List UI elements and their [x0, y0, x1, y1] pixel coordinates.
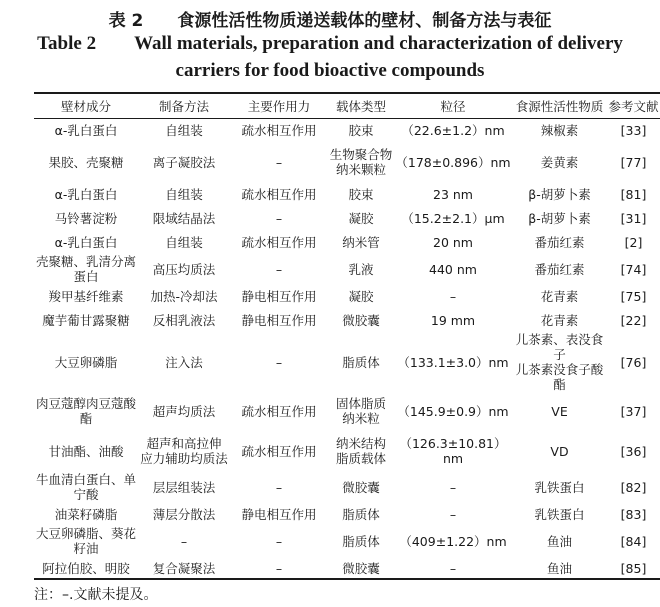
compound-cell: 姜黄素	[540, 154, 579, 170]
size-cell: –	[449, 560, 457, 576]
cell-line: 儿茶素、表没食子	[515, 332, 604, 362]
wall-material-cell: 魔芋葡甘露聚糖	[42, 312, 130, 328]
carrier-type-cell	[328, 430, 394, 472]
cell-line: 生物聚合物	[329, 147, 393, 162]
size-cell: （145.9±0.9）nm	[397, 403, 509, 419]
method-cell: –	[180, 533, 188, 549]
size-cell: （22.6±1.2）nm	[401, 122, 505, 138]
wall-material-cell: 油菜籽磷脂	[54, 506, 118, 522]
cell-line: 纳米颗粒	[335, 162, 386, 177]
force-cell: 疏水相互作用	[241, 403, 317, 419]
header-row	[34, 93, 660, 118]
cell-line: 儿茶素没食子酸酯	[515, 362, 604, 392]
method-cell: 加热-冷却法	[150, 288, 218, 304]
force-cell: –	[275, 154, 283, 170]
reference-cell: [85]	[620, 560, 647, 576]
table-row	[34, 206, 660, 230]
size-cell: 440 nm	[429, 261, 477, 277]
carrier-type-cell: 胶束	[348, 122, 374, 138]
compound-cell: 花青素	[540, 312, 579, 328]
table-row	[34, 502, 660, 526]
wall-material-cell: 马铃薯淀粉	[54, 210, 118, 226]
header-cell: 主要作用力	[247, 98, 311, 114]
method-cell: 复合凝聚法	[152, 560, 216, 576]
carrier-type-cell	[328, 392, 394, 430]
reference-cell: [2]	[624, 234, 643, 250]
reference-cell: [74]	[620, 261, 647, 277]
wall-material-cell: 羧甲基纤维素	[48, 288, 124, 304]
size-cell: （178±0.896）nm	[395, 154, 511, 170]
size-cell: –	[449, 288, 457, 304]
carrier-type-cell: 微胶囊	[342, 479, 380, 495]
reference-cell: [22]	[620, 312, 647, 328]
carrier-type-cell: 脂质体	[342, 506, 380, 522]
reference-cell: [84]	[620, 533, 647, 549]
table-row	[34, 182, 660, 206]
header-cell: 壁材成分	[60, 98, 111, 114]
force-cell: –	[275, 261, 283, 277]
reference-cell: [81]	[620, 186, 647, 202]
carrier-type-cell	[328, 142, 394, 182]
reference-cell: [82]	[620, 479, 647, 495]
reference-cell: [36]	[620, 443, 647, 459]
compound-cell: 花青素	[540, 288, 579, 304]
cell-line: 超声和高拉伸	[146, 436, 222, 451]
reference-cell: [77]	[620, 154, 647, 170]
header-cell: 制备方法	[158, 98, 209, 114]
table-row	[34, 430, 660, 472]
size-cell: 23 nm	[433, 186, 473, 202]
table-note: 注：–.文献未提及。	[34, 587, 158, 603]
size-cell: （15.2±2.1）μm	[401, 210, 505, 226]
carrier-type-cell: 脂质体	[342, 354, 380, 370]
table-title-english-line2: carriers for food bioactive compounds	[175, 60, 485, 81]
force-cell: –	[275, 560, 283, 576]
method-cell: 薄层分散法	[152, 506, 216, 522]
size-cell: –	[449, 506, 457, 522]
method-cell: 层层组装法	[152, 479, 216, 495]
table-row	[34, 230, 660, 254]
size-cell: –	[449, 479, 457, 495]
table-row	[34, 284, 660, 308]
reference-cell: [75]	[620, 288, 647, 304]
force-cell: 疏水相互作用	[241, 186, 317, 202]
carrier-type-cell: 微胶囊	[342, 312, 380, 328]
compound-cell: 番茄红素	[534, 261, 585, 277]
header-cell: 粒径	[440, 98, 466, 114]
compound-cell: 乳铁蛋白	[534, 479, 585, 495]
cell-line: 应力辅助均质法	[140, 451, 228, 466]
compound-cell: 鱼油	[546, 560, 572, 576]
compound-cell: β-胡萝卜素	[528, 210, 591, 226]
cell-line: 纳米结构	[335, 436, 386, 451]
method-cell: 自组装	[165, 234, 203, 250]
compound-cell: VD	[550, 443, 569, 459]
table-row	[34, 254, 660, 284]
reference-cell: [33]	[620, 122, 647, 138]
method-cell: 反相乳液法	[152, 312, 216, 328]
force-cell: 静电相互作用	[241, 506, 317, 522]
force-cell: –	[275, 210, 283, 226]
table-row	[34, 472, 660, 502]
cell-line: 纳米粒	[342, 411, 380, 426]
table-row	[34, 392, 660, 430]
size-cell: （133.1±3.0）nm	[397, 354, 509, 370]
force-cell: 疏水相互作用	[241, 122, 317, 138]
carrier-type-cell: 凝胶	[348, 210, 374, 226]
table-row	[34, 118, 660, 142]
reference-cell: [83]	[620, 506, 647, 522]
wall-material-cell: α-乳白蛋白	[54, 186, 118, 202]
header-cell: 载体类型	[335, 98, 386, 114]
wall-material-cell: 牛血清白蛋白、单宁酸	[35, 472, 136, 502]
wall-material-cell: 阿拉伯胶、明胶	[42, 560, 130, 576]
force-cell: –	[275, 354, 283, 370]
method-cell: 自组装	[165, 186, 203, 202]
carrier-type-cell: 微胶囊	[342, 560, 380, 576]
wall-material-cell: 壳聚糖、乳清分离蛋白	[35, 254, 136, 284]
wall-material-cell: 大豆卵磷脂	[54, 354, 118, 370]
method-cell: 注入法	[165, 354, 203, 370]
carrier-type-cell: 纳米管	[342, 234, 380, 250]
table-title-english	[0, 30, 660, 84]
carrier-type-cell: 乳液	[348, 261, 374, 277]
table-title-chinese: 表 2 食源性活性物质递送载体的壁材、制备方法与表征	[108, 11, 552, 31]
compound-cell: 辣椒素	[540, 122, 579, 138]
compound-cell: β-胡萝卜素	[528, 186, 591, 202]
cell-line: 固体脂质	[335, 396, 386, 411]
wall-material-cell: 肉豆蔻醇肉豆蔻酸酯	[35, 396, 136, 426]
wall-material-cell: α-乳白蛋白	[54, 122, 118, 138]
force-cell: –	[275, 533, 283, 549]
compound-cell: 番茄红素	[534, 234, 585, 250]
method-cell	[138, 430, 230, 472]
wall-material-cell: 果胶、壳聚糖	[48, 154, 124, 170]
wall-material-cell: α-乳白蛋白	[54, 234, 118, 250]
force-cell: 疏水相互作用	[241, 234, 317, 250]
method-cell: 限域结晶法	[152, 210, 216, 226]
method-cell: 离子凝胶法	[152, 154, 216, 170]
force-cell: –	[275, 479, 283, 495]
method-cell: 自组装	[165, 122, 203, 138]
method-cell: 高压均质法	[152, 261, 216, 277]
size-cell: 20 nm	[433, 234, 473, 250]
reference-cell: [76]	[620, 354, 647, 370]
table-row	[34, 142, 660, 182]
table-row	[34, 556, 660, 580]
carrier-type-cell: 凝胶	[348, 288, 374, 304]
cell-line: 脂质载体	[335, 451, 386, 466]
table-row	[34, 308, 660, 332]
force-cell: 疏水相互作用	[241, 443, 317, 459]
wall-material-cell: 甘油酯、油酸	[48, 443, 124, 459]
method-cell: 超声均质法	[152, 403, 216, 419]
compound-cell: 乳铁蛋白	[534, 506, 585, 522]
table-row	[34, 526, 660, 556]
size-cell: 19 mm	[430, 312, 476, 328]
header-cell: 食源性活性物质	[515, 98, 604, 114]
table-title-english-line1: Table 2 Wall materials, preparation and characterization of delivery	[37, 33, 623, 54]
reference-cell: [31]	[620, 210, 647, 226]
force-cell: 静电相互作用	[241, 312, 317, 328]
compound-cell	[512, 332, 607, 392]
reference-cell: [37]	[620, 403, 647, 419]
table-row	[34, 332, 660, 392]
size-cell: （126.3±10.81）nm	[399, 436, 507, 466]
carrier-type-cell: 脂质体	[342, 533, 380, 549]
compound-cell: 鱼油	[546, 533, 572, 549]
size-cell: （409±1.22）nm	[399, 533, 507, 549]
force-cell: 静电相互作用	[241, 288, 317, 304]
materials-table	[34, 93, 660, 580]
wall-material-cell: 大豆卵磷脂、葵花籽油	[35, 526, 136, 556]
header-cell: 参考文献	[608, 98, 659, 114]
compound-cell: VE	[551, 403, 568, 419]
carrier-type-cell: 胶束	[348, 186, 374, 202]
